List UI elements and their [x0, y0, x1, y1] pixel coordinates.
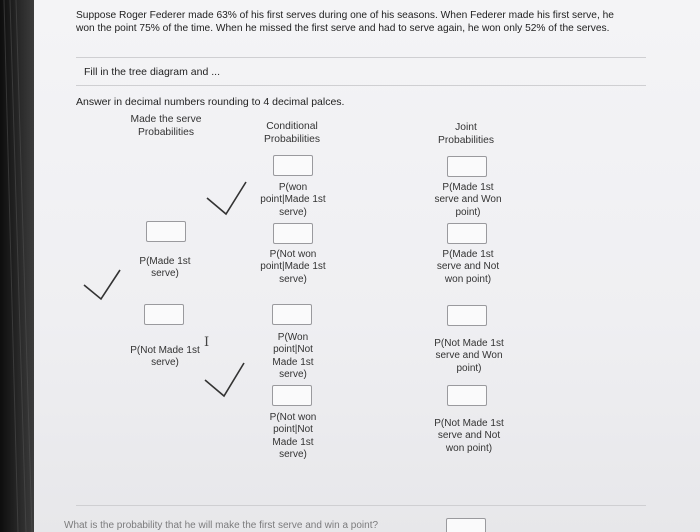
cond-not-won-not-made-label: P(Not won point|Not Made 1st serve)	[269, 412, 317, 460]
made-first-serve-label: P(Made 1st serve)	[139, 256, 191, 280]
first-not-made-input[interactable]	[144, 304, 184, 325]
cond-won-made-label: P(won point|Made 1st serve)	[260, 182, 326, 218]
header-made-serve: Made the serve Probabilities	[130, 114, 202, 138]
answer-format-instruction: Answer in decimal numbers rounding to 4 decimal palces.	[76, 96, 345, 108]
joint-not-made-not-won-label: P(Not Made 1st serve and Not won point)	[434, 418, 504, 454]
question-page	[34, 0, 700, 532]
next-answer-input[interactable]	[446, 518, 486, 532]
first-made-input[interactable]	[146, 221, 186, 242]
header-joint: Joint Probabilities	[437, 122, 495, 146]
joint-not-made-won-label: P(Not Made 1st serve and Won point)	[434, 338, 504, 374]
header-conditional: Conditional Probabilities	[263, 121, 321, 145]
cond-not-won-made-label: P(Not won point|Made 1st serve)	[260, 249, 326, 285]
joint-made-won-input[interactable]	[447, 156, 487, 177]
next-question-text: What is the probability that he will make the first serve and win a point?	[64, 520, 379, 531]
divider-bottom	[76, 505, 646, 506]
joint-not-made-not-won-input[interactable]	[447, 385, 487, 406]
text-cursor-icon: I	[204, 335, 210, 350]
joint-made-won-label: P(Made 1st serve and Won point)	[434, 182, 502, 218]
left-edge-texture	[0, 0, 34, 532]
cond-won-not-made-label: P(Won point|Not Made 1st serve)	[272, 332, 314, 380]
cond-not-won-made-input[interactable]	[273, 223, 313, 244]
cond-not-won-not-made-input[interactable]	[272, 385, 312, 406]
fill-in-instruction: Fill in the tree diagram and ...	[84, 66, 220, 78]
cond-won-made-input[interactable]	[273, 155, 313, 176]
joint-made-not-won-input[interactable]	[447, 223, 487, 244]
problem-statement: Suppose Roger Federer made 63% of his first serves during one of his seasons. When Federer made his first serve, he won the point 75% of the time. When he missed the first serve and had to serve again, he won only 52% of the serves.	[76, 10, 614, 34]
joint-not-made-won-input[interactable]	[447, 305, 487, 326]
not-made-first-serve-label: P(Not Made 1st serve)	[130, 345, 200, 369]
joint-made-not-won-label: P(Made 1st serve and Not won point)	[436, 249, 500, 285]
divider-top	[76, 57, 646, 58]
cond-won-not-made-input[interactable]	[272, 304, 312, 325]
tree-branch-icon	[204, 180, 248, 220]
divider-middle	[76, 85, 646, 86]
tree-branch-icon	[82, 268, 122, 304]
tree-branch-icon	[202, 360, 246, 400]
